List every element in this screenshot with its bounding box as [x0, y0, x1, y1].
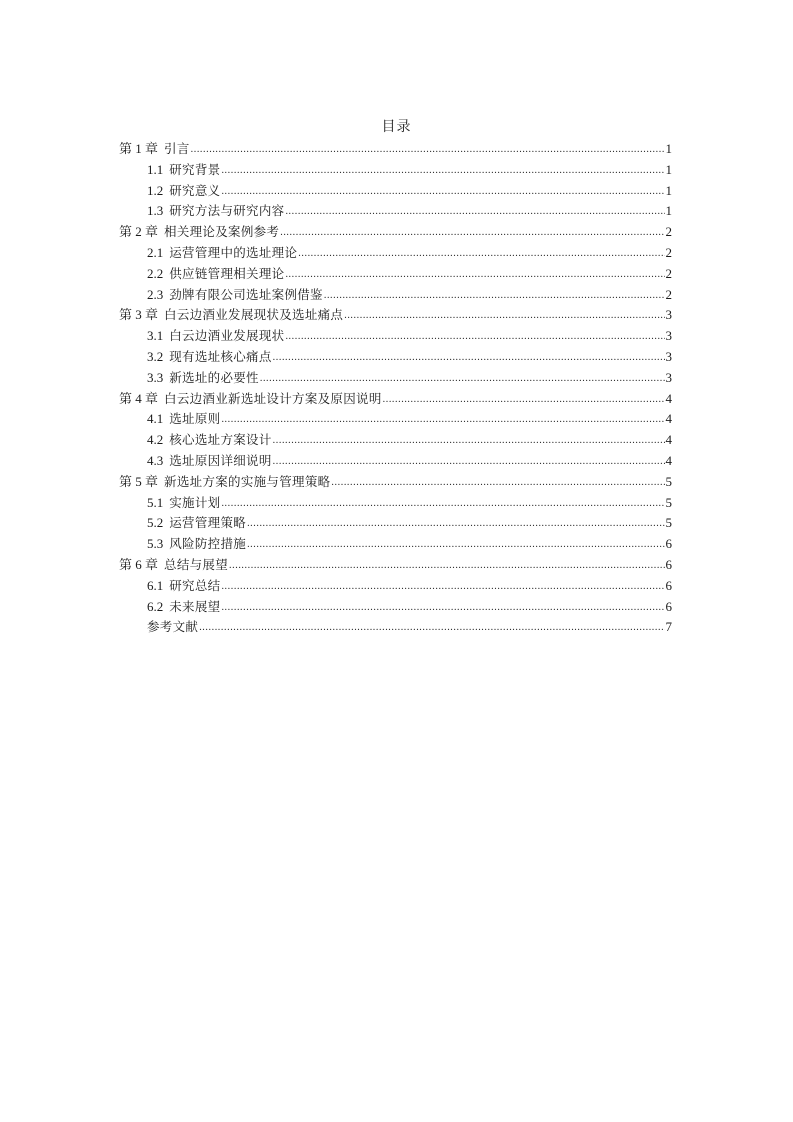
toc-entry-section[interactable]	[119, 243, 672, 264]
toc-entry-number: 3.3	[147, 369, 164, 385]
toc-page-number: 6	[665, 598, 672, 614]
toc-page-number: 4	[665, 452, 672, 468]
toc-page-number: 4	[665, 432, 672, 448]
dot-leader	[221, 494, 664, 515]
toc-entry-number: 1.2	[147, 182, 164, 198]
toc-entry-title: 新选址的必要性	[169, 369, 259, 385]
toc-entry-title: 参考文献	[147, 619, 199, 635]
toc-entry-number: 2.2	[147, 265, 164, 281]
toc-entry-section[interactable]	[119, 285, 672, 306]
toc-page-number: 6	[665, 577, 672, 593]
toc-entry-title: 总结与展望	[164, 556, 229, 572]
toc-entry-title: 供应链管理相关理论	[169, 265, 285, 281]
dot-leader	[221, 577, 664, 598]
toc-page-number: 5	[665, 515, 672, 531]
toc-page-number: 6	[665, 556, 672, 572]
toc-page-number: 3	[665, 348, 672, 364]
dot-leader	[324, 286, 665, 307]
toc-entry-section[interactable]	[119, 451, 672, 472]
toc-entry-section[interactable]	[119, 534, 672, 555]
toc-entry-number: 2.1	[147, 244, 164, 260]
toc-entry-title: 未来展望	[169, 598, 221, 614]
toc-entry-section[interactable]	[119, 264, 672, 285]
toc-entry-section[interactable]	[119, 201, 672, 222]
dot-leader	[285, 202, 664, 223]
toc-page-number: 4	[665, 390, 672, 406]
toc-title: 目录	[381, 119, 412, 135]
toc-page-number: 3	[665, 307, 672, 323]
dot-leader	[191, 140, 665, 161]
toc-entry-section[interactable]	[119, 409, 672, 430]
dot-leader	[221, 410, 664, 431]
toc-entry-number: 第 5 章	[119, 473, 159, 489]
toc-entry-section[interactable]	[119, 576, 672, 597]
toc-page-number: 1	[665, 203, 672, 219]
toc-entry-number: 1.1	[147, 161, 164, 177]
toc-entry-title: 选址原则	[169, 411, 221, 427]
toc-entry-title: 运营管理策略	[169, 515, 247, 531]
table-of-contents	[119, 139, 672, 638]
dot-leader	[247, 535, 664, 556]
toc-page-number: 1	[665, 141, 672, 156]
toc-entry-number: 3.1	[147, 328, 164, 344]
toc-entry-title: 运营管理中的选址理论	[169, 244, 298, 260]
toc-entry-title: 现有选址核心痛点	[169, 348, 272, 364]
toc-entry-number: 1.3	[147, 203, 164, 219]
toc-entry-chapter[interactable]	[119, 222, 672, 243]
toc-entry-section[interactable]	[119, 181, 672, 202]
toc-entry-chapter[interactable]	[119, 389, 672, 410]
dot-leader	[221, 598, 664, 619]
toc-entry-chapter[interactable]	[119, 139, 672, 160]
toc-entry-title: 研究总结	[169, 577, 221, 593]
toc-entry-number: 2.3	[147, 286, 164, 302]
dot-leader	[273, 431, 665, 452]
toc-page-number: 3	[665, 328, 672, 344]
toc-entry-number: 3.2	[147, 348, 164, 364]
toc-page-number: 2	[665, 265, 672, 281]
toc-entry-section[interactable]	[119, 326, 672, 347]
toc-page-number: 6	[665, 536, 672, 552]
toc-entry-chapter[interactable]	[119, 555, 672, 576]
toc-entry-number: 第 6 章	[119, 556, 159, 572]
toc-page-number: 1	[665, 161, 672, 177]
toc-entry-chapter[interactable]	[119, 472, 672, 493]
dot-leader	[221, 182, 664, 203]
toc-entry-title: 劲牌有限公司选址案例借鉴	[169, 286, 323, 302]
toc-entry-number: 第 3 章	[119, 307, 159, 323]
dot-leader	[221, 161, 664, 182]
toc-entry-number: 第 1 章	[119, 141, 159, 156]
toc-entry-title: 研究背景	[169, 161, 221, 177]
toc-entry-number: 4.2	[147, 432, 164, 448]
toc-entry-section[interactable]	[119, 160, 672, 181]
toc-entry-number: 5.3	[147, 536, 164, 552]
dot-leader	[285, 265, 664, 286]
toc-page-number: 1	[665, 182, 672, 198]
dot-leader	[229, 556, 664, 577]
dot-leader	[199, 618, 664, 639]
toc-entry-title: 研究方法与研究内容	[169, 203, 285, 219]
toc-page-number: 5	[665, 473, 672, 489]
toc-page-number: 5	[665, 494, 672, 510]
toc-entry-section[interactable]	[119, 513, 672, 534]
toc-entry-number: 6.1	[147, 577, 164, 593]
dot-leader	[260, 369, 665, 390]
toc-entry-number: 4.3	[147, 452, 164, 468]
toc-entry-number: 5.1	[147, 494, 164, 510]
toc-entry-title: 白云边酒业发展现状	[169, 328, 285, 344]
toc-entry-title: 核心选址方案设计	[169, 432, 272, 448]
toc-entry-number: 4.1	[147, 411, 164, 427]
toc-entry-section[interactable]	[119, 430, 672, 451]
dot-leader	[285, 327, 664, 348]
toc-entry-title: 新选址方案的实施与管理策略	[164, 473, 331, 489]
toc-entry-number: 6.2	[147, 598, 164, 614]
toc-entry-section[interactable]	[119, 493, 672, 514]
toc-entry-title: 研究意义	[169, 182, 221, 198]
toc-entry-section[interactable]	[119, 368, 672, 389]
toc-entry-section[interactable]	[119, 597, 672, 618]
toc-page-number: 3	[665, 369, 672, 385]
dot-leader	[273, 348, 665, 369]
dot-leader	[383, 390, 665, 411]
dot-leader	[273, 452, 665, 473]
toc-page-number: 7	[665, 619, 672, 635]
dot-leader	[247, 514, 664, 535]
toc-page-number: 2	[665, 224, 672, 240]
toc-entry-number: 第 2 章	[119, 224, 159, 240]
toc-entry-title: 白云边酒业新选址设计方案及原因说明	[164, 390, 382, 406]
toc-entry-number: 第 4 章	[119, 390, 159, 406]
toc-entry-section[interactable]	[119, 347, 672, 368]
dot-leader	[331, 473, 664, 494]
toc-entry-chapter[interactable]	[119, 305, 672, 326]
toc-entry-title: 引言	[164, 141, 190, 156]
dot-leader	[280, 223, 664, 244]
toc-entry-title: 白云边酒业发展现状及选址痛点	[164, 307, 344, 323]
dot-leader	[298, 244, 664, 265]
toc-entry-title: 相关理论及案例参考	[164, 224, 280, 240]
toc-page-number: 2	[665, 244, 672, 260]
toc-entry-references[interactable]	[119, 617, 672, 638]
toc-entry-number: 5.2	[147, 515, 164, 531]
toc-entry-title: 选址原因详细说明	[169, 452, 272, 468]
toc-page-number: 4	[665, 411, 672, 427]
toc-page-number: 2	[665, 286, 672, 302]
toc-entry-title: 风险防控措施	[169, 536, 247, 552]
toc-entry-title: 实施计划	[169, 494, 221, 510]
dot-leader	[344, 306, 664, 327]
